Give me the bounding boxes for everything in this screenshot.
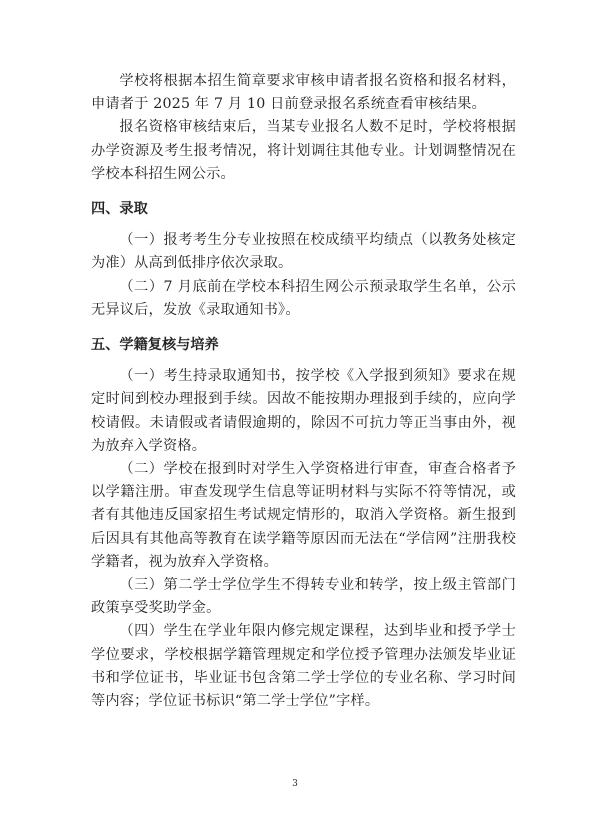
paragraph-review-notice: 学校将根据本招生简章要求审核申请者报名资格和报名材料，申请者于 2025 年 7 月 10 日前登录报名系统查看审核结果。 xyxy=(91,73,516,113)
paragraph-qualification-review: （二）学校在报到时对学生入学资格进行审查，审查合格者予以学籍注册。审查发现学生信息等证明材料与实际不符等情况，或者有其他违反国家招生考试规定情形的，取消入学资格。新生报到后因具有其他高等教育在读学籍等原因而无法在“学信网”注册我校学籍者，视为放弃入学资格。 xyxy=(91,461,516,570)
paragraph-admission-ranking: （一）报考考生分专业按照在校成绩平均绩点（以教务处核定为准）从高到低排序依次录取。 xyxy=(91,232,516,272)
paragraph-plan-adjustment: 报名资格审核结束后，当某专业报名人数不足时，学校将根据办学资源及考生报考情况，将计划调往其他专业。计划调整情况在学校本科招生网公示。 xyxy=(91,119,516,182)
paragraph-admission-notice: （二）7 月底前在学校本科招生网公示预录取学生名单，公示无异议后，发放《录取通知书》。 xyxy=(91,278,516,318)
paragraph-graduation: （四）学生在学业年限内修完规定课程，达到毕业和授予学士学位要求，学校根据学籍管理规定和学位授予管理办法颁发毕业证书和学位证书，毕业证书包含第二学士学位的专业名称、学习时间等内容；学位证书标识“第二学士学位”字样。 xyxy=(91,623,516,710)
paragraph-registration: （一）考生持录取通知书，按学校《入学报到须知》要求在规定时间到校办理报到手续。因故不能按期办理报到手续的，应向学校请假。未请假或者请假逾期的，除因不可抗力等正当事由外，视为放弃入学资格。 xyxy=(91,368,516,454)
paragraph-no-transfer: （三）第二学士学位学生不得转专业和转学，按上级主管部门政策享受奖助学金。 xyxy=(91,577,516,617)
section-heading-admission: 四、录取 xyxy=(91,201,148,218)
document-body xyxy=(91,70,516,713)
section-heading-enrollment: 五、学籍复核与培养 xyxy=(91,337,219,354)
page-number: 3 xyxy=(292,779,298,789)
